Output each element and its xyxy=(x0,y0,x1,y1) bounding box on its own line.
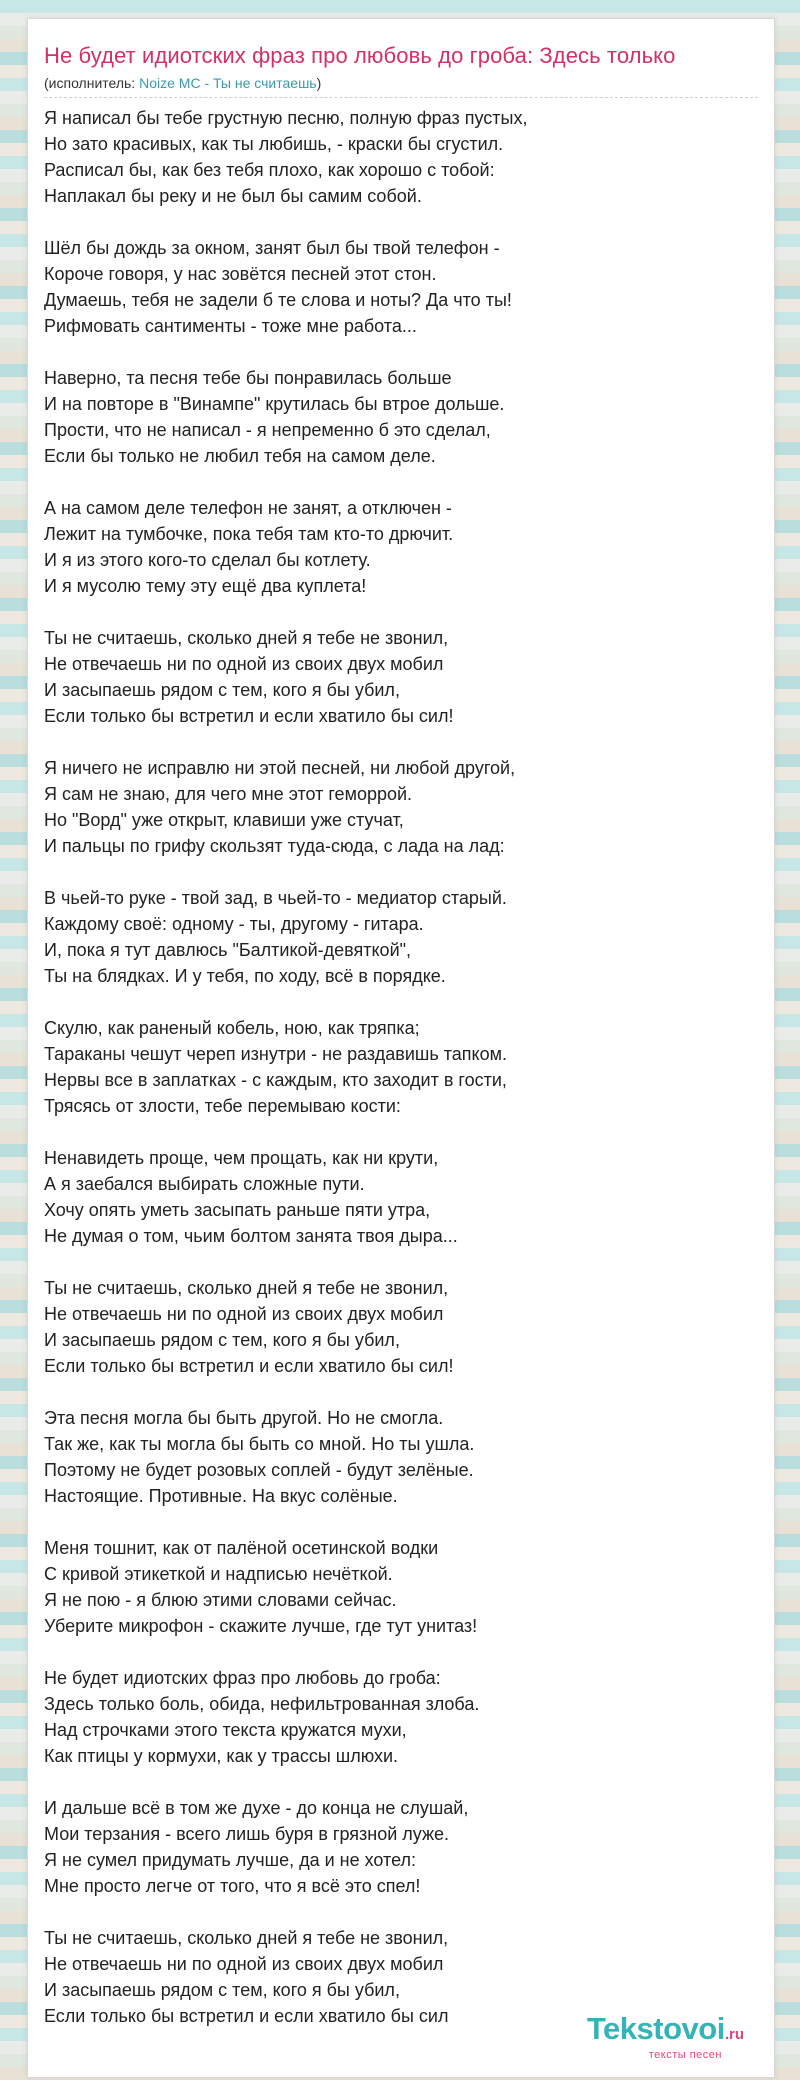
stanza xyxy=(44,1535,758,1639)
header-divider xyxy=(44,97,758,98)
lyric-line: Нервы все в заплатках - с каждым, кто заходит в гости, xyxy=(44,1070,507,1090)
lyric-line: Каждому своё: одному - ты, другому - гитара. xyxy=(44,914,424,934)
stanza xyxy=(44,885,758,989)
lyrics-text xyxy=(44,105,758,2055)
stanza xyxy=(44,1665,758,1769)
performer-prefix: (исполнитель: xyxy=(44,75,140,91)
lyric-line: Прости, что не написал - я непременно б это сделал, xyxy=(44,420,491,440)
lyric-line: Рифмовать сантименты - тоже мне работа... xyxy=(44,316,417,336)
stanza xyxy=(44,495,758,599)
logo-tagline: тексты песен xyxy=(648,2049,722,2061)
lyric-line: Не отвечаешь ни по одной из своих двух мобил xyxy=(44,1954,444,1974)
lyric-line: Ты не считаешь, сколько дней я тебе не звонил, xyxy=(44,628,449,648)
lyric-line: Ненавидеть проще, чем прощать, как ни крути, xyxy=(44,1148,439,1168)
lyric-line: Уберите микрофон - скажите лучше, где тут унитаз! xyxy=(44,1616,478,1636)
lyric-line: И засыпаешь рядом с тем, кого я бы убил, xyxy=(44,1980,400,2000)
lyric-line: А на самом деле телефон не занят, а отключен - xyxy=(44,498,452,518)
lyric-line: Настоящие. Противные. На вкус солёные. xyxy=(44,1486,398,1506)
performer-line xyxy=(44,75,321,91)
lyric-line: И пальцы по грифу скользят туда-сюда, с лада на лад: xyxy=(44,836,505,856)
lyric-line: Не думая о том, чьим болтом занята твоя дыра... xyxy=(44,1226,458,1246)
lyric-line: Мои терзания - всего лишь буря в грязной луже. xyxy=(44,1824,450,1844)
lyrics-card xyxy=(27,18,775,2078)
lyric-line: Поэтому не будет розовых соплей - будут зелёные. xyxy=(44,1460,474,1480)
lyric-line: Так же, как ты могла бы быть со мной. Но ты ушла. xyxy=(44,1434,475,1454)
lyric-line: Ты на блядках. И у тебя, по ходу, всё в порядке. xyxy=(44,966,446,986)
lyric-line: Как птицы у кормухи, как у трассы шлюхи. xyxy=(44,1746,399,1766)
lyric-line: Если только бы встретил и если хватило бы сил! xyxy=(44,1356,454,1376)
performer-suffix: ) xyxy=(316,75,322,91)
lyric-line: Я не пою - я блюю этими словами сейчас. xyxy=(44,1590,397,1610)
lyric-line: Я написал бы тебе грустную песню, полную фраз пустых, xyxy=(44,108,528,128)
logo-main-text: Tekstovoi xyxy=(586,2011,725,2046)
site-logo[interactable] xyxy=(587,2013,744,2061)
stanza xyxy=(44,365,758,469)
stanza xyxy=(44,625,758,729)
lyric-line: Думаешь, тебя не задели б те слова и ноты? Да что ты! xyxy=(44,290,512,310)
lyric-line: И я из этого кого-то сделал бы котлету. xyxy=(44,550,371,570)
lyric-line: В чьей-то руке - твой зад, в чьей-то - медиатор старый. xyxy=(44,888,507,908)
stanza xyxy=(44,235,758,339)
lyric-line: И засыпаешь рядом с тем, кого я бы убил, xyxy=(44,1330,400,1350)
stanza xyxy=(44,105,758,209)
stanza xyxy=(44,1275,758,1379)
lyric-line: Я не сумел придумать лучше, да и не хотел: xyxy=(44,1850,416,1870)
lyric-line: Мне просто легче от того, что я всё это спел! xyxy=(44,1876,421,1896)
lyric-line: С кривой этикеткой и надписью нечёткой. xyxy=(44,1564,393,1584)
lyric-line: Скулю, как раненый кобель, ною, как тряпка; xyxy=(44,1018,420,1038)
logo-tld: .ru xyxy=(724,2026,744,2043)
lyric-line: Но "Ворд" уже открыт, клавиши уже стучат, xyxy=(44,810,404,830)
stanza xyxy=(44,755,758,859)
stanza xyxy=(44,1015,758,1119)
lyric-line: И я мусолю тему эту ещё два куплета! xyxy=(44,576,367,596)
lyric-line: Эта песня могла бы быть другой. Но не смогла. xyxy=(44,1408,444,1428)
lyric-line: Хочу опять уметь засыпать раньше пяти утра, xyxy=(44,1200,431,1220)
lyric-line: Над строчками этого текста кружатся мухи, xyxy=(44,1720,407,1740)
lyric-line: Трясясь от злости, тебе перемываю кости: xyxy=(44,1096,401,1116)
lyric-line: Если бы только не любил тебя на самом деле. xyxy=(44,446,436,466)
lyric-line: Я ничего не исправлю ни этой песней, ни любой другой, xyxy=(44,758,516,778)
lyric-line: И дальше всё в том же духе - до конца не слушай, xyxy=(44,1798,469,1818)
lyric-line: Расписал бы, как без тебя плохо, как хорошо с тобой: xyxy=(44,160,495,180)
lyric-line: Здесь только боль, обида, нефильтрованная злоба. xyxy=(44,1694,480,1714)
lyric-line: Меня тошнит, как от палёной осетинской водки xyxy=(44,1538,439,1558)
lyric-line: Наверно, та песня тебе бы понравилась больше xyxy=(44,368,452,388)
stanza xyxy=(44,1145,758,1249)
lyric-line: Но зато красивых, как ты любишь, - краски бы сгустил. xyxy=(44,134,504,154)
lyric-line: И на повторе в "Винампе" крутилась бы втрое дольше. xyxy=(44,394,505,414)
lyric-line: Ты не считаешь, сколько дней я тебе не звонил, xyxy=(44,1928,449,1948)
lyric-line: И, пока я тут давлюсь "Балтикой-девяткой", xyxy=(44,940,412,960)
lyric-line: Если только бы встретил и если хватило бы сил! xyxy=(44,706,454,726)
lyric-line: Не отвечаешь ни по одной из своих двух мобил xyxy=(44,654,444,674)
logo-wordmark xyxy=(587,2013,744,2051)
lyric-line: Не будет идиотских фраз про любовь до гроба: xyxy=(44,1668,441,1688)
lyric-line: Не отвечаешь ни по одной из своих двух мобил xyxy=(44,1304,444,1324)
lyric-line: Я сам не знаю, для чего мне этот геморрой. xyxy=(44,784,413,804)
stanza xyxy=(44,1795,758,1899)
lyric-line: Короче говоря, у нас зовётся песней этот стон. xyxy=(44,264,437,284)
lyric-line: Лежит на тумбочке, пока тебя там кто-то дрючит. xyxy=(44,524,454,544)
lyric-line: Наплакал бы реку и не был бы самим собой. xyxy=(44,186,422,206)
stanza xyxy=(44,1405,758,1509)
lyric-line: Шёл бы дождь за окном, занят был бы твой телефон - xyxy=(44,238,500,258)
lyric-line: Если только бы встретил и если хватило бы сил xyxy=(44,2006,449,2026)
performer-link[interactable]: Noize MC - Ты не считаешь xyxy=(139,75,317,91)
lyric-line: И засыпаешь рядом с тем, кого я бы убил, xyxy=(44,680,400,700)
page-title: Не будет идиотских фраз про любовь до гроба: Здесь только xyxy=(44,43,676,68)
lyric-line: Ты не считаешь, сколько дней я тебе не звонил, xyxy=(44,1278,449,1298)
lyric-line: А я заебался выбирать сложные пути. xyxy=(44,1174,365,1194)
lyric-line: Тараканы чешут череп изнутри - не раздавишь тапком. xyxy=(44,1044,508,1064)
